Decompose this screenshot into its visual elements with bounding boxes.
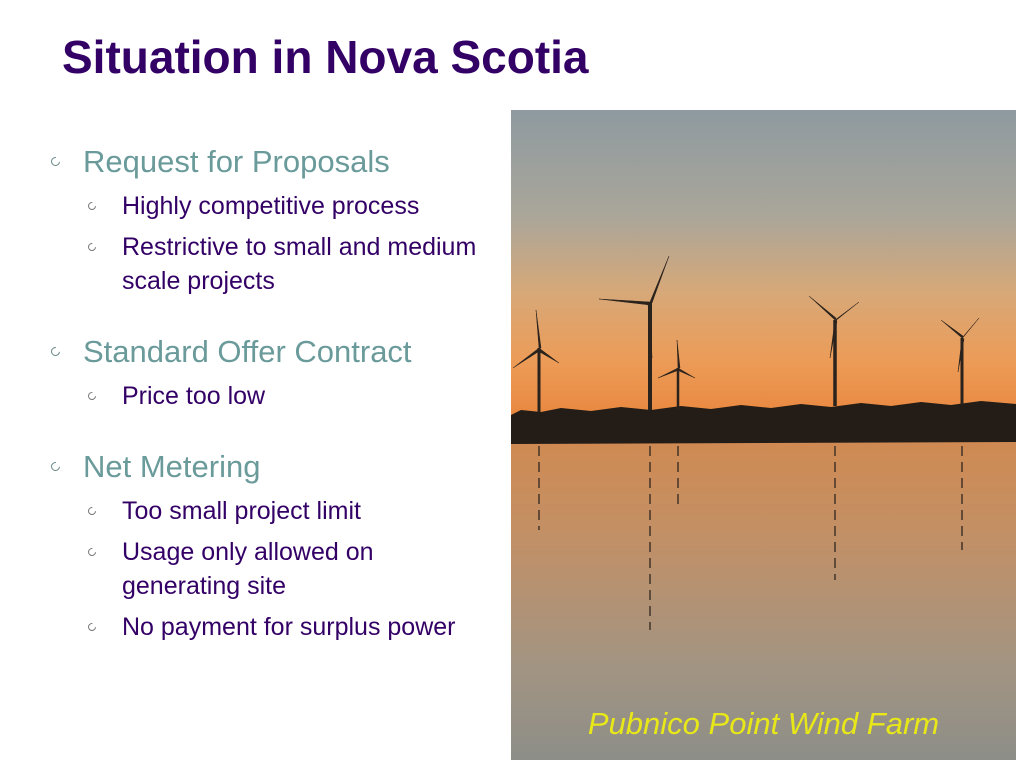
bullet-level2 xyxy=(48,189,488,223)
bullet-icon xyxy=(49,155,62,168)
bullet-icon xyxy=(86,505,97,516)
slide-title: Situation in Nova Scotia xyxy=(62,31,589,83)
bullet-text: Highly competitive process xyxy=(122,192,420,220)
bullet-text: Price too low xyxy=(122,382,266,410)
bullet-icon xyxy=(86,390,97,401)
bullet-icon xyxy=(86,200,97,211)
bullet-icon xyxy=(49,345,62,358)
bullet-level1 xyxy=(48,447,488,487)
bullet-icon xyxy=(86,241,97,252)
bullet-icon xyxy=(86,546,97,557)
bullet-level2 xyxy=(48,610,488,644)
photo-caption: Pubnico Point Wind Farm xyxy=(587,706,940,741)
bullet-text: Restrictive to small and medium scale projects xyxy=(122,233,477,295)
bullet-text: Usage only allowed on generating site xyxy=(122,538,374,600)
bullet-level2 xyxy=(48,230,488,298)
section-standard-offer-contract xyxy=(48,332,488,413)
bullet-icon xyxy=(86,621,97,632)
bullet-level2 xyxy=(48,494,488,528)
bullet-level2 xyxy=(48,379,488,413)
section-heading: Standard Offer Contract xyxy=(83,334,412,369)
bullet-list xyxy=(48,142,488,678)
bullet-icon xyxy=(49,460,62,473)
section-heading: Net Metering xyxy=(83,449,261,484)
bullet-text: No payment for surplus power xyxy=(122,613,456,641)
section-heading: Request for Proposals xyxy=(83,144,390,179)
wind-farm-photo xyxy=(511,110,1016,760)
bullet-level1 xyxy=(48,332,488,372)
section-request-for-proposals xyxy=(48,142,488,298)
bullet-level2 xyxy=(48,535,488,603)
bullet-level1 xyxy=(48,142,488,182)
bullet-text: Too small project limit xyxy=(122,497,361,525)
section-net-metering xyxy=(48,447,488,644)
